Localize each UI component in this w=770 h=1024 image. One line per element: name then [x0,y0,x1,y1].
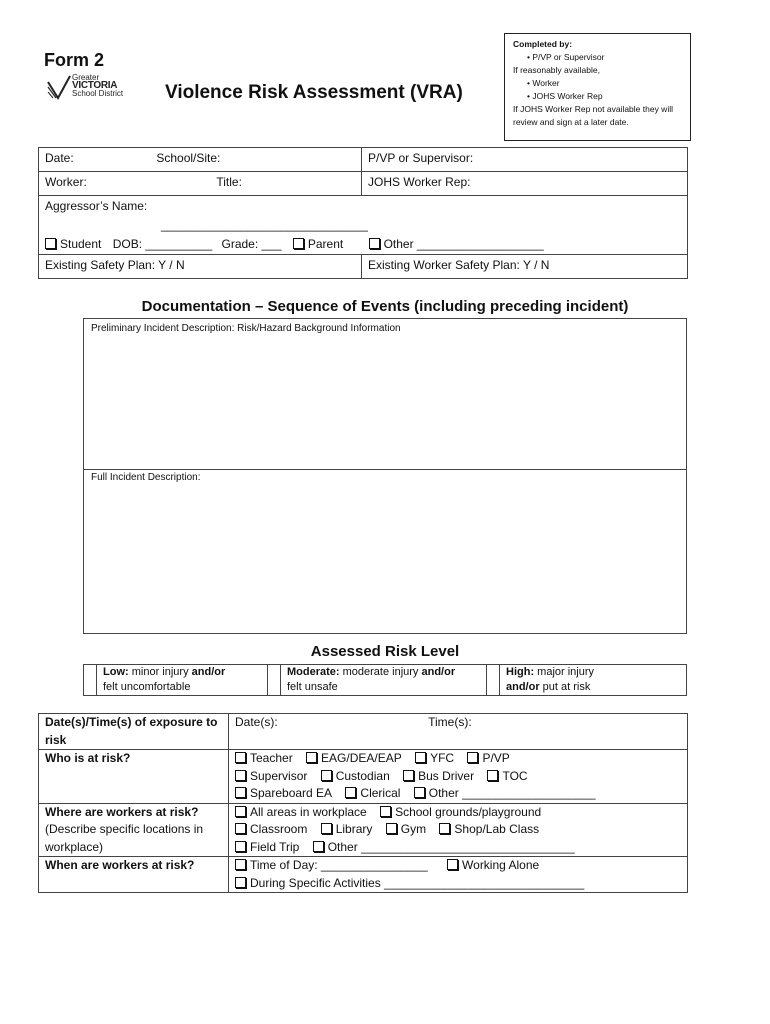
grade-field[interactable]: Grade: ___ [221,237,282,251]
form-number: Form 2 [44,50,105,70]
shop-lab-checkbox[interactable] [439,823,450,834]
field-trip-checkbox[interactable] [235,841,246,852]
eag-label: EAG/DEA/EAP [321,751,402,765]
risk-level-heading: Assessed Risk Level [310,643,460,660]
library-label: Library [335,822,373,836]
completed-by-item-1: • P/VP or Supervisor [513,51,682,64]
low-checkbox[interactable] [84,665,97,696]
logo-line-3: School District [72,89,124,98]
moderate-option: Moderate: moderate injury and/or felt unsafe [281,665,487,696]
working-alone-checkbox[interactable] [447,859,458,870]
safety-plan-field[interactable]: Existing Safety Plan: Y / N [39,255,362,279]
completed-by-item-2: • Worker [513,77,682,90]
low-option: Low: minor injury and/or felt uncomfortable [97,665,268,696]
gym-label: Gym [400,822,427,836]
custodian-checkbox[interactable] [321,770,332,781]
clerical-label: Clerical [360,786,401,800]
yfc-checkbox[interactable] [415,752,426,763]
district-logo [46,74,136,100]
full-description-label: Full Incident Description: [91,472,201,483]
school-field[interactable]: School/Site: [156,151,221,165]
high-checkbox[interactable] [487,665,500,696]
worker-safety-plan-field[interactable]: Existing Worker Safety Plan: Y / N [362,255,688,279]
pvp-field[interactable]: P/VP or Supervisor: [362,148,688,172]
working-alone-label: Working Alone [462,858,540,872]
all-areas-label: All areas in workplace [250,804,367,819]
other-field[interactable]: Other ___________________ [383,237,544,251]
who-at-risk-label: Who is at risk? [39,750,229,804]
completed-by-note: If JOHS Worker Rep not available they will review and sign at a later date. [513,104,673,127]
supervisor-checkbox[interactable] [235,770,246,781]
field-trip-label: Field Trip [250,839,300,854]
moderate-checkbox[interactable] [268,665,281,696]
specific-activities-checkbox[interactable] [235,877,246,888]
where-at-risk-label: Where are workers at risk? (Describe specific locations in workplace) [39,803,229,857]
teacher-label: Teacher [250,751,293,765]
yfc-label: YFC [430,751,455,765]
library-checkbox[interactable] [321,823,332,834]
when-at-risk-label: When are workers at risk? [39,857,229,893]
risk-level-table [83,664,687,696]
student-label: Student [60,237,102,251]
who-other-field[interactable]: Other ____________________ [428,786,596,800]
high-option: High: major injury and/or put at risk [500,665,687,696]
who-other-checkbox[interactable] [414,787,425,798]
where-other-checkbox[interactable] [313,841,324,852]
classroom-checkbox[interactable] [235,823,246,834]
logo-line-2: VICTORIA [72,80,118,91]
teacher-checkbox[interactable] [235,752,246,763]
divider [84,469,686,470]
toc-label: TOC [502,768,528,783]
completed-by-line-2: If reasonably available, [513,65,600,75]
documentation-heading: Documentation – Sequence of Events (including preceding incident) [141,298,629,315]
parent-label: Parent [307,237,344,251]
school-grounds-label: School grounds/playground [395,804,542,819]
worker-field[interactable]: Worker: [45,175,87,189]
custodian-label: Custodian [335,768,390,783]
parent-checkbox[interactable] [293,238,304,249]
pvp-checkbox[interactable] [467,752,478,763]
info-table [38,147,688,279]
dates-field[interactable]: Date(s): [235,715,278,729]
page-title: Violence Risk Assessment (VRA) [165,82,463,103]
toc-checkbox[interactable] [487,770,498,781]
classroom-label: Classroom [250,822,308,836]
aggressor-label: Aggressor’s Name: [45,199,148,213]
aggressor-name-line[interactable]: _______________________________ [161,218,368,232]
gym-checkbox[interactable] [386,823,397,834]
school-grounds-checkbox[interactable] [380,806,391,817]
date-field[interactable]: Date: [45,151,74,165]
where-other-field[interactable]: Other ________________________________ [327,839,575,854]
completed-by-box [504,33,691,141]
preliminary-description-label: Preliminary Incident Description: Risk/Hazard Background Information [91,323,401,334]
bus-driver-checkbox[interactable] [403,770,414,781]
clerical-checkbox[interactable] [345,787,356,798]
student-checkbox[interactable] [45,238,56,249]
supervisor-label: Supervisor [250,768,308,783]
johs-field[interactable]: JOHS Worker Rep: [362,172,688,196]
shop-lab-label: Shop/Lab Class [454,822,540,836]
spareboard-checkbox[interactable] [235,787,246,798]
time-of-day-field[interactable]: Time of Day: ________________ [250,858,428,872]
times-field[interactable]: Time(s): [428,715,472,729]
specific-activities-field[interactable]: During Specific Activities ______________________________ [250,875,585,890]
eag-checkbox[interactable] [306,752,317,763]
bus-driver-label: Bus Driver [418,768,475,783]
title-field[interactable]: Title: [216,175,242,189]
dob-field[interactable]: DOB: __________ [112,237,213,251]
dates-times-label: Date(s)/Time(s) of exposure to risk [39,714,229,750]
exposure-table [38,713,688,893]
time-of-day-checkbox[interactable] [235,859,246,870]
completed-by-title: Completed by: [513,39,573,49]
logo-line-1: Greater [72,73,100,82]
all-areas-checkbox[interactable] [235,806,246,817]
spareboard-label: Spareboard EA [250,786,333,800]
pvp-label: P/VP [482,751,510,765]
other-checkbox[interactable] [369,238,380,249]
documentation-box [83,318,687,634]
logo-mark-icon [46,74,72,100]
completed-by-item-3: • JOHS Worker Rep [513,90,682,103]
